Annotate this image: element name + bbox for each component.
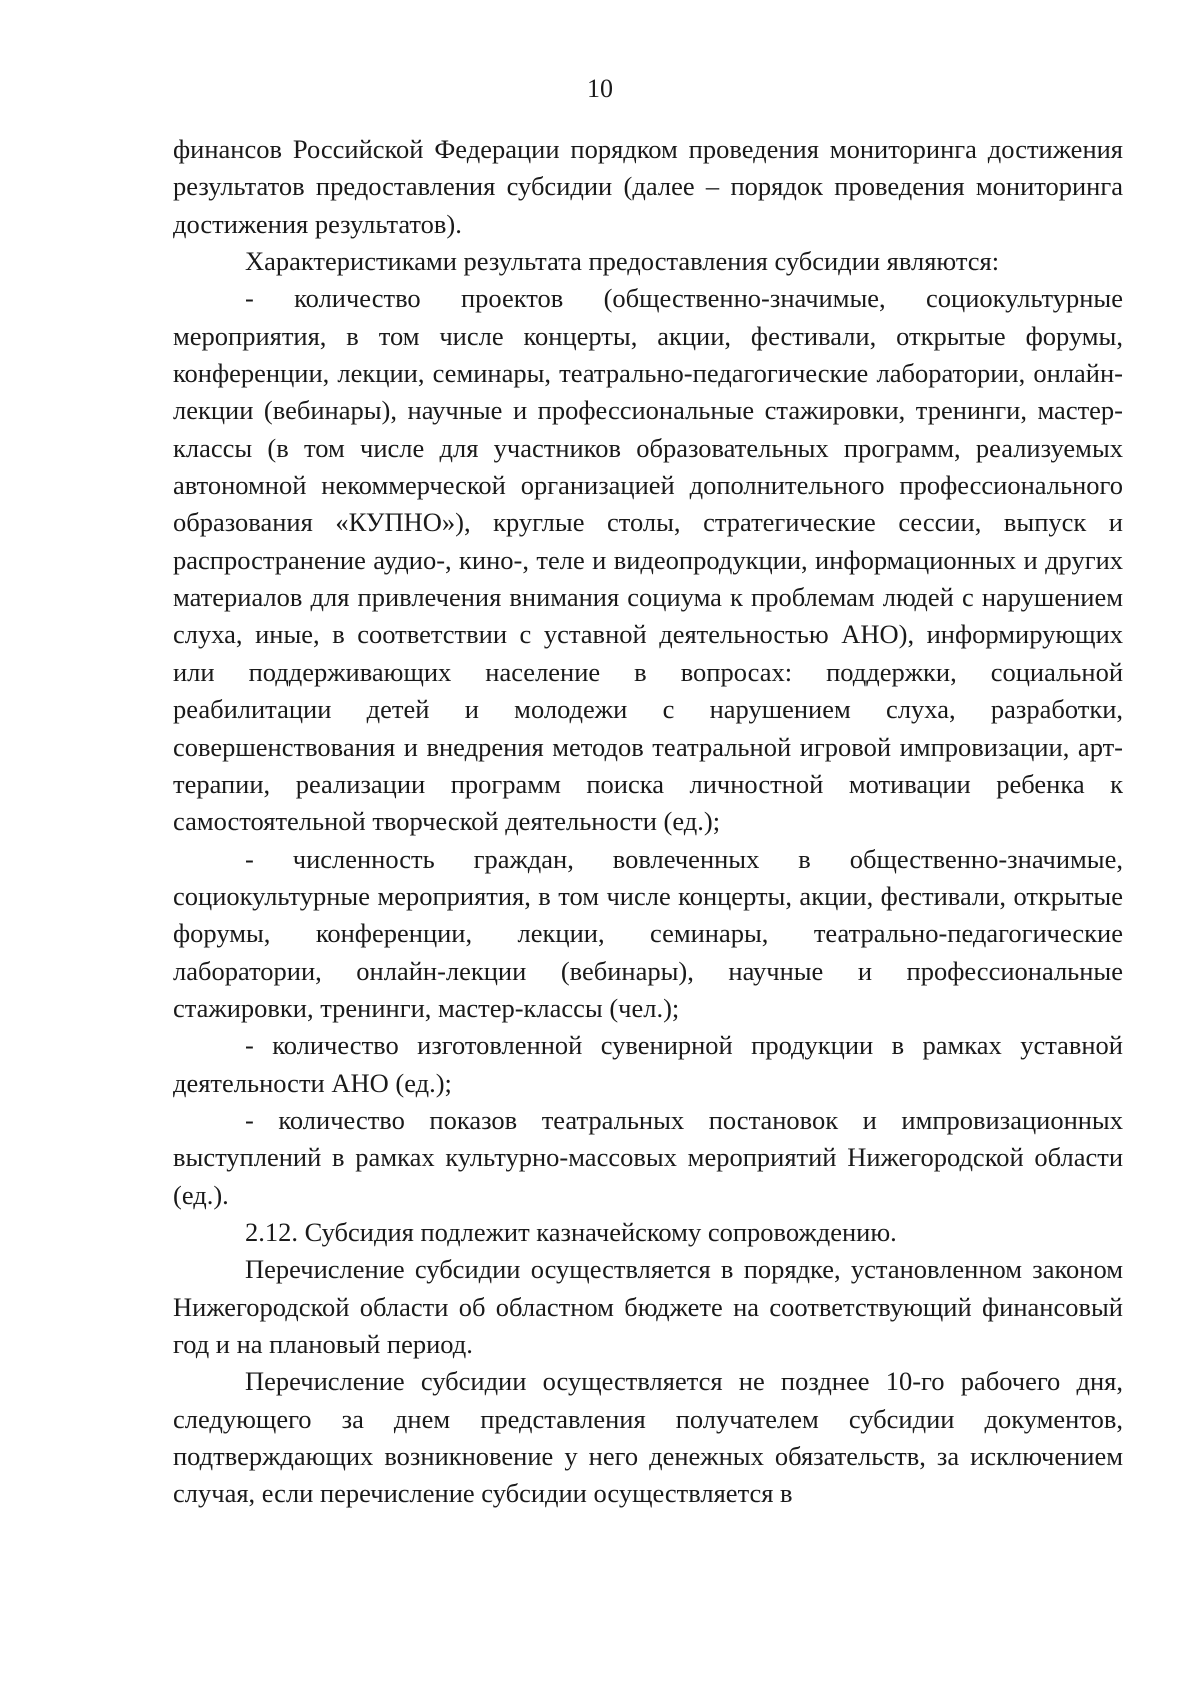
- paragraph-continuation: финансов Российской Федерации порядком проведения мониторинга достижения результатов предоставления субсидии (далее – порядок проведения мониторинга достижения результатов).: [173, 134, 1123, 239]
- paragraph-citizens-count: - численность граждан, вовлеченных в общественно-значимые, социокультурные мероприятия, в том числе концерты, акции, фестивали, открытые форумы, конференции, лекции, семинары, театрально-педагогические лаборатории, онлайн-лекции (вебинары), научные и профессиональные стажировки, тренинги, мастер-классы (чел.);: [173, 843, 1123, 1023]
- paragraph-characteristics-intro: Характеристиками результата предоставления субсидии являются:: [245, 246, 1000, 277]
- paragraph-transfer-order: Перечисление субсидии осуществляется в порядке, установленном законом Нижегородской области об областном бюджете на соответствующий финансовый год и на плановый период.: [173, 1254, 1123, 1359]
- document-body: [173, 131, 1123, 1513]
- paragraph-souvenir-count: - количество изготовленной сувенирной продукции в рамках уставной деятельности АНО (ед.);: [173, 1030, 1123, 1098]
- paragraph-projects-count: - количество проектов (общественно-значимые, социокультурные мероприятия, в том числе концерты, акции, фестивали, открытые форумы, конференции, лекции, семинары, театрально-педагогические лаборатории, онлайн-лекции (вебинары), научные и профессиональные стажировки, тренинги, мастер-классы (в том числе для участников образовательных программ, реализуемых автономной некоммерческой организацией дополнительного профессионального образования «КУПНО»), круглые столы, стратегические сессии, выпуск и распространение аудио-, кино-, теле и видеопродукции, информационных и других материалов для привлечения внимания социума к проблемам людей с нарушением слуха, иные, в соответствии с уставной деятельностью АНО), информирующих или поддерживающих население в вопросах: поддержки, социальной реабилитации детей и молодежи с нарушением слуха, разработки, совершенствования и внедрения методов театральной игровой импровизации, арт-терапии, реализации программ поиска личностной мотивации ребенка к самостоятельной творческой деятельности (ед.);: [173, 283, 1123, 837]
- paragraph-section-2-12: 2.12. Субсидия подлежит казначейскому сопровождению.: [245, 1216, 897, 1247]
- page-number: 10: [587, 74, 613, 103]
- paragraph-transfer-deadline: Перечисление субсидии осуществляется не позднее 10-го рабочего дня, следующего за днем представления получателем субсидии документов, подтверждающих возникновение у него денежных обязательств, за исключением случая, если перечисление субсидии осуществляется в: [173, 1366, 1123, 1509]
- paragraph-performances-count: - количество показов театральных постановок и импровизационных выступлений в рамках культурно-массовых мероприятий Нижегородской области (ед.).: [173, 1104, 1123, 1210]
